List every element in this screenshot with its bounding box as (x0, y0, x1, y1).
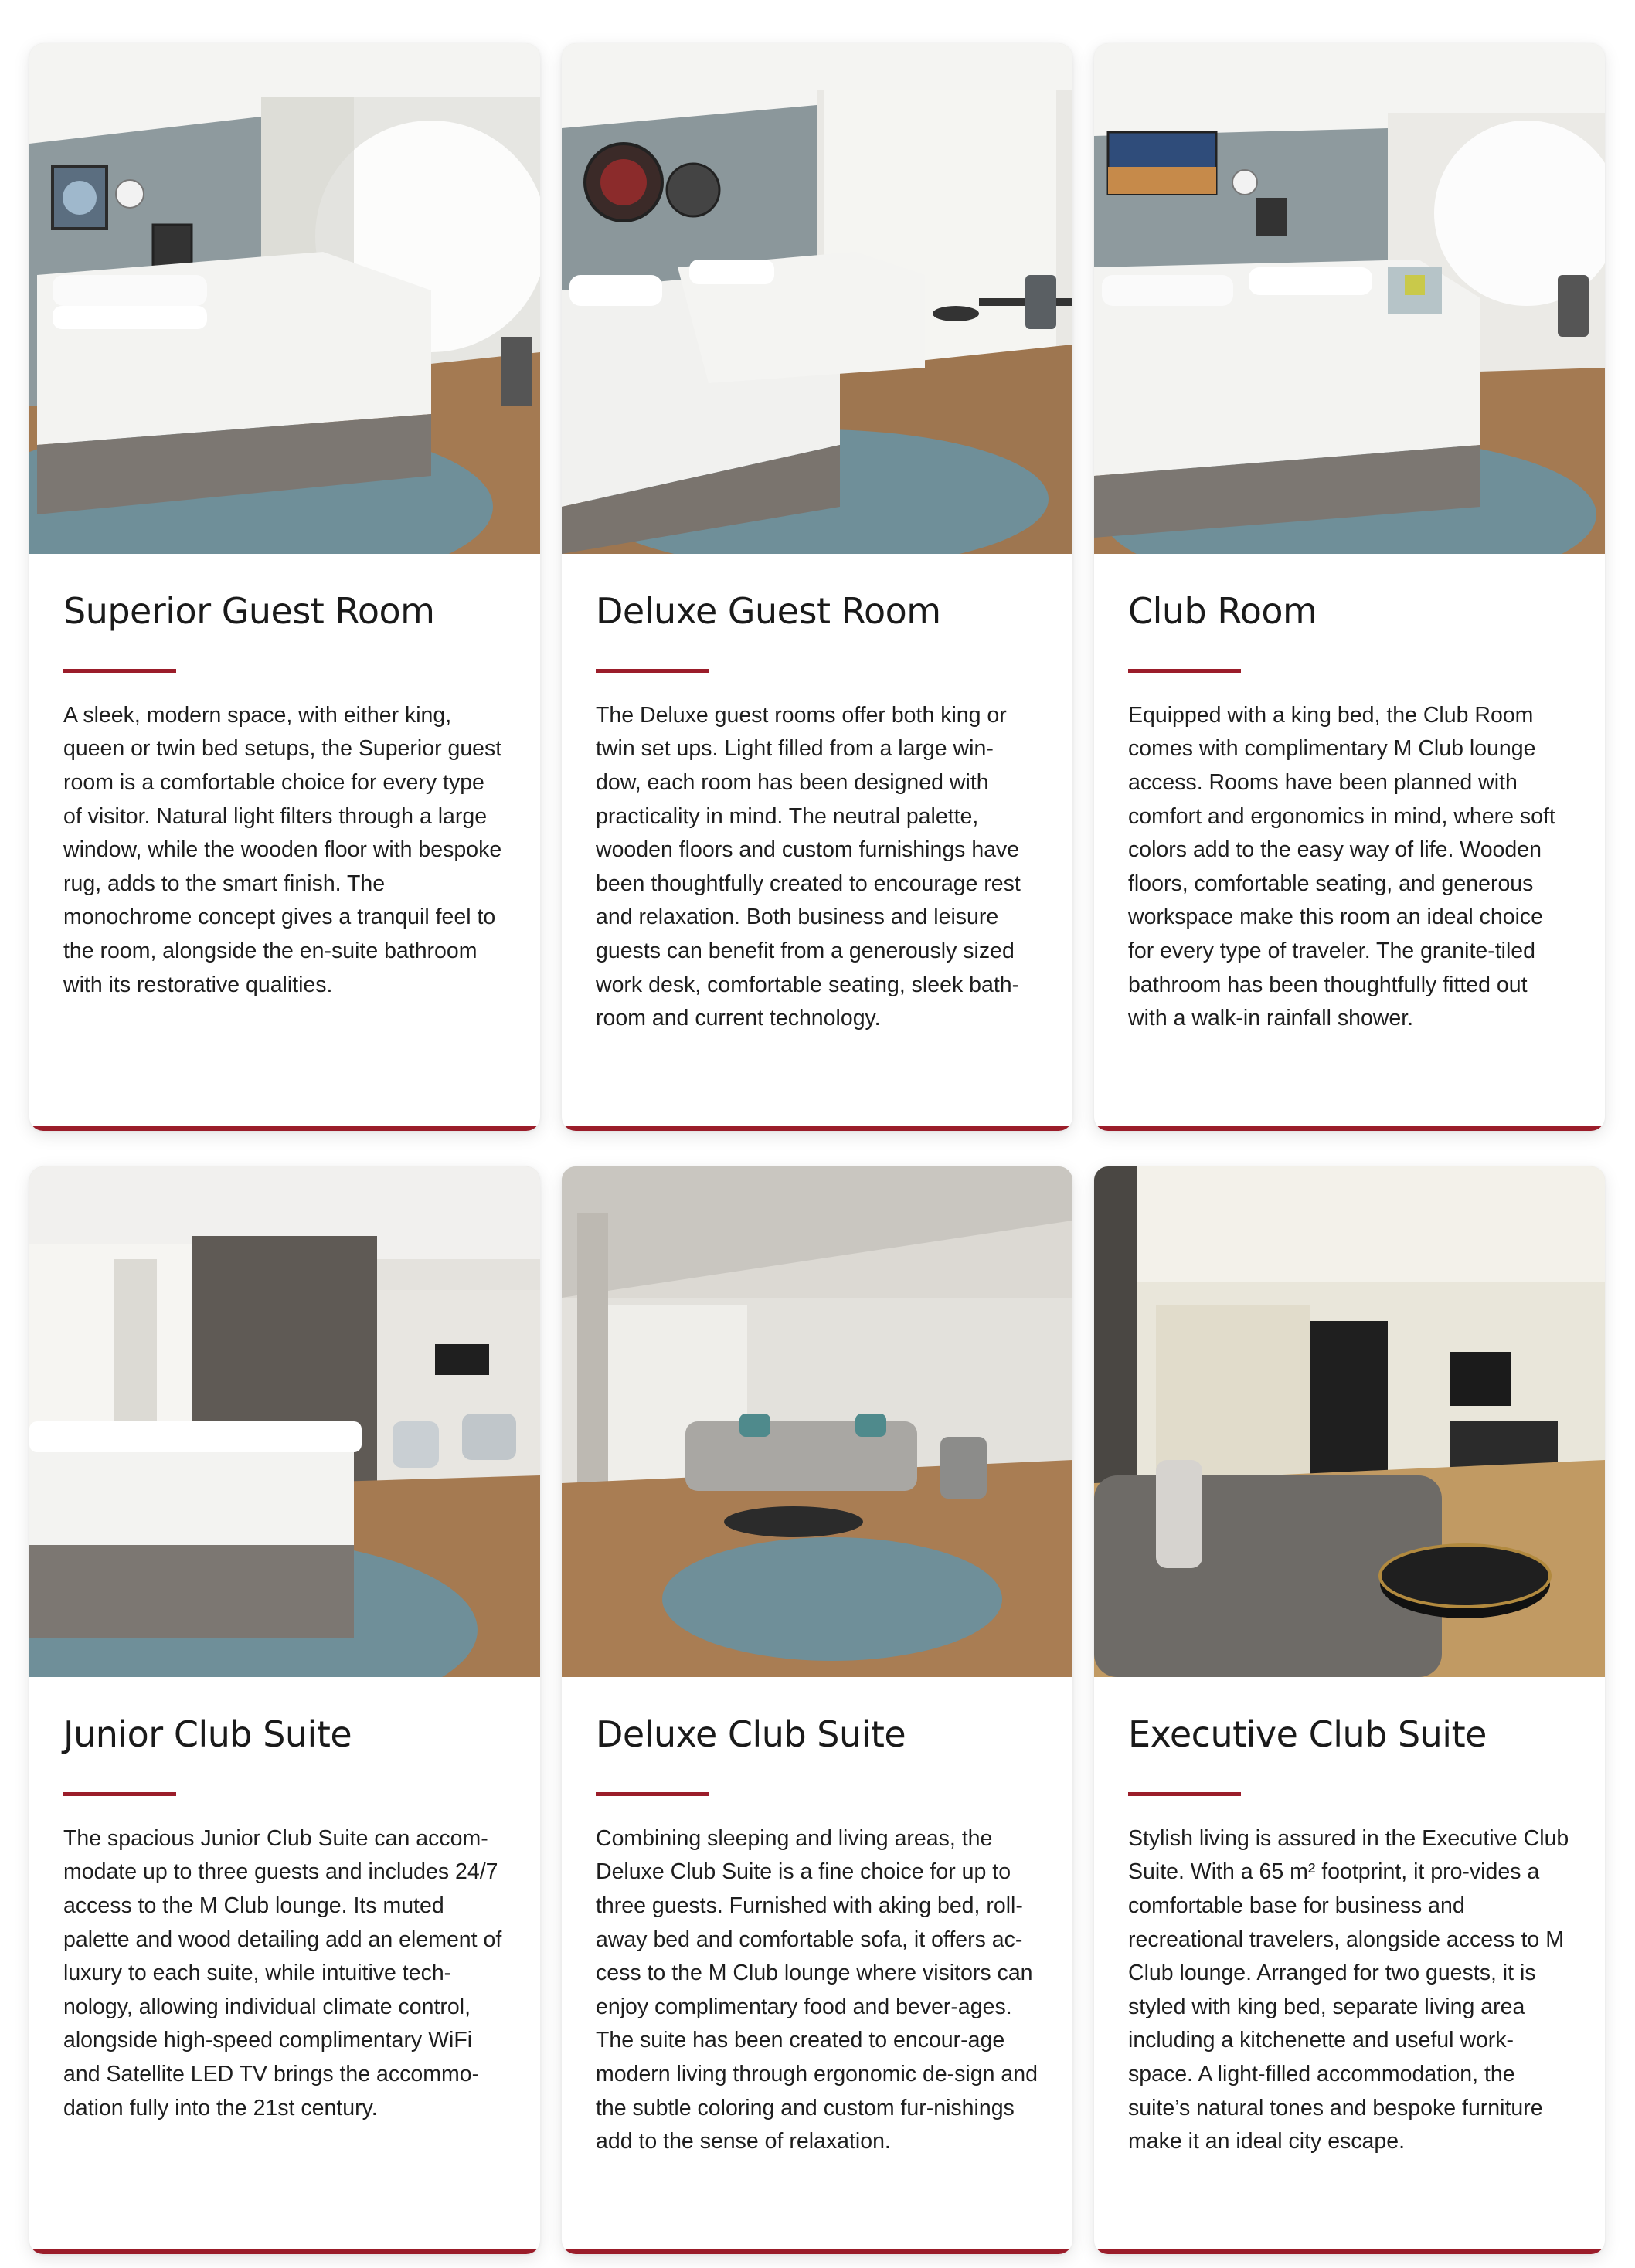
accent-divider (63, 669, 176, 673)
room-card-deluxe[interactable] (562, 43, 1072, 1131)
room-card-grid (29, 43, 1606, 2254)
suite-photo-icon (562, 1166, 1072, 1677)
accent-divider (1128, 669, 1241, 673)
room-description: Stylish living is assured in the Executive Club Suite. With a 65 m² footprint, it pro-vides a comfortable base for business and recreational travelers, alongside access to M Club lounge. Arranged for two guests, it is styled with king bed, separate living area including a kitchenette and useful work-space. A light-filled accommodation, the suite’s natural tones and bespoke furniture make it an ideal city escape. (1128, 1825, 1569, 2154)
suite-card-deluxe-club[interactable] (562, 1166, 1072, 2254)
bedroom-photo-icon (562, 43, 1072, 554)
accent-divider (63, 1792, 176, 1796)
room-card-club[interactable] (1094, 43, 1605, 1131)
suite-card-executive-club[interactable] (1094, 1166, 1605, 2254)
bedroom-photo-icon (1094, 43, 1605, 554)
room-title: Executive Club Suite (1128, 1713, 1487, 1755)
room-description: The spacious Junior Club Suite can accom-modate up to three guests and includes 24/7 access to the M Club lounge. Its muted palette and wood detailing add an element of luxury to each suite, while intuitive tech-nology, allowing individual climate control, alongside high-speed complimentary WiFi and Satellite LED TV brings the accommo-dation fully into the 21st century. (63, 1825, 502, 2120)
room-description: Equipped with a king bed, the Club Room comes with complimentary M Club lounge access. Rooms have been planned with comfort and ergonomics in mind, where soft colors add to the easy way of life. Wooden floors, comfortable seating, and generous workspace make this room an ideal choice for every type of traveler. The granite-tiled bathroom has been thoughtfully fitted out with a walk-in rainfall shower. (1128, 702, 1555, 1031)
room-title: Deluxe Club Suite (596, 1713, 906, 1755)
suite-photo-icon (29, 1166, 540, 1677)
accent-divider (596, 1792, 709, 1796)
room-description: The Deluxe guest rooms offer both king or twin set ups. Light filled from a large win-dow, each room has been designed with practicality in mind. The neutral palette, wooden floors and custom furnishings have been thoughtfully created to encourage rest and relaxation. Both business and leisure guests can benefit from a generously sized work desk, comfortable seating, sleek bath-room and current technology. (596, 702, 1021, 1031)
room-title: Club Room (1128, 590, 1317, 632)
room-title: Deluxe Guest Room (596, 590, 941, 632)
room-title: Junior Club Suite (63, 1713, 352, 1755)
accent-divider (596, 669, 709, 673)
room-card-superior[interactable] (29, 43, 540, 1131)
room-description: Combining sleeping and living areas, the Deluxe Club Suite is a fine choice for up to three guests. Furnished with aking bed, roll-away bed and comfortable sofa, it offers ac-cess to the M Club lounge where visitors can enjoy complimentary food and bever-ages. The suite has been created to encour-age modern living through ergonomic de-sign and the subtle coloring and custom fur-nishings add to the sense of relaxation. (596, 1825, 1038, 2154)
suite-card-junior-club[interactable] (29, 1166, 540, 2254)
bedroom-photo-icon (29, 43, 540, 554)
suite-photo-icon (1094, 1166, 1605, 1677)
room-title: Superior Guest Room (63, 590, 435, 632)
accent-divider (1128, 1792, 1241, 1796)
room-description: A sleek, modern space, with either king, queen or twin bed setups, the Superior guest room is a comfortable choice for every type of visitor. Natural light filters through a large window, while the wooden floor with bespoke rug, adds to the smart finish. The monochrome concept gives a tranquil feel to the room, alongside the en-suite bathroom with its restorative qualities. (63, 702, 502, 997)
